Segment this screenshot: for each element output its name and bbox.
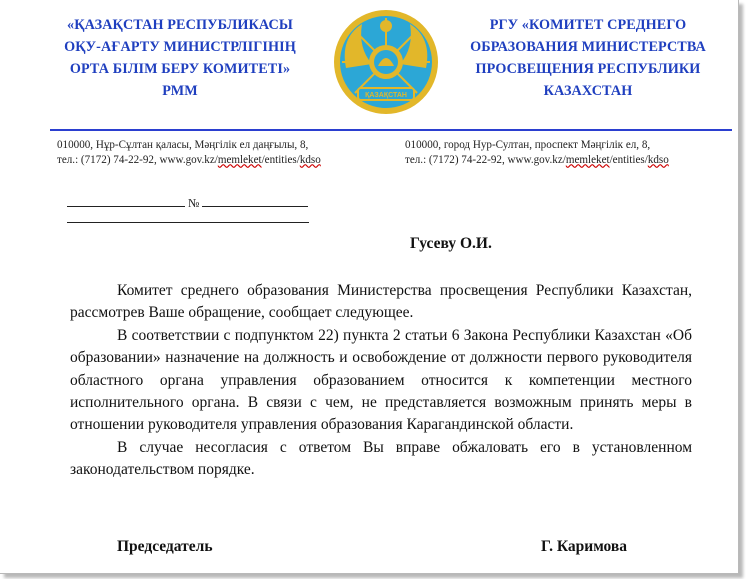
address-right-line2 xyxy=(405,153,669,168)
header-left-line: «ҚАЗАҚСТАН РЕСПУБЛИКАСЫ xyxy=(67,17,293,33)
number-sign: № xyxy=(188,196,200,210)
header-divider xyxy=(50,129,732,131)
body-paragraph: В случае несогласия с ответом Вы вправе обжаловать его в установленном законодательством порядке. xyxy=(70,438,692,479)
header-left-line: ОҚУ-АҒАРТУ МИНИСТРЛІГІНІҢ xyxy=(64,39,296,55)
addressee: Гусеву О.И. xyxy=(410,235,492,252)
body-paragraph: В соответствии с подпунктом 22) пункта 2 статьи 6 Закона Республики Казахстан «Об образовании» назначение на должность и освобождение от должности первого руководителя областного органа управления образованием относится к компетенции местного исполнительного органа. В связи с чем, не представляется возможным принять меры в отношении руководителя управления образования Карагандинской области. xyxy=(70,326,692,434)
emblem-label: ҚАЗАҚСТАН xyxy=(365,92,407,99)
signatory-title: Председатель xyxy=(117,538,213,555)
header-left-kazakh xyxy=(40,14,320,102)
signatory-name: Г. Каримова xyxy=(541,538,628,555)
header-right-russian xyxy=(448,14,728,102)
header-right-line: РГУ «КОМИТЕТ СРЕДНЕГО xyxy=(489,17,687,33)
address-phone-url: тел.: (7172) 74-22-92, www.gov.kz/ xyxy=(405,153,566,166)
url-part: kdso xyxy=(647,153,669,166)
header-right-line: ПРОСВЕЩЕНИЯ РЕСПУБЛИКИ xyxy=(475,61,701,77)
header-right-line: КАЗАХСТАН xyxy=(543,83,633,99)
header-right-line: ОБРАЗОВАНИЯ МИНИСТЕРСТВА xyxy=(470,39,706,55)
header-left-line: ОРТА БІЛІМ БЕРУ КОМИТЕТІ» xyxy=(69,61,291,77)
url-part: memleket xyxy=(565,153,610,166)
header-left-line: РММ xyxy=(162,83,198,99)
address-right-line1: 010000, город Нур-Султан, проспект Мәңгілік ел, 8, xyxy=(405,139,651,151)
registration-number-line xyxy=(67,196,308,211)
date-blank xyxy=(67,196,185,207)
address-right xyxy=(405,138,669,167)
address-phone-url: тел.: (7172) 74-22-92, www.gov.kz/ xyxy=(57,153,218,166)
address-left-line1: 010000, Нұр-Сұлтан қаласы, Мәңгілік ел даңғылы, 8, xyxy=(57,139,309,151)
number-blank xyxy=(202,196,308,207)
registration-second-line xyxy=(67,222,309,223)
url-part: memleket xyxy=(217,153,262,166)
url-part: /entities/ xyxy=(261,153,300,166)
url-part: kdso xyxy=(299,153,321,166)
state-emblem-icon xyxy=(332,8,440,116)
address-left xyxy=(57,138,321,167)
letter-body xyxy=(70,280,692,482)
body-paragraph: Комитет среднего образования Министерства просвещения Республики Казахстан, рассмотрев Ваше обращение, сообщает следующее. xyxy=(70,282,692,322)
url-part: /entities/ xyxy=(609,153,648,166)
address-left-line2 xyxy=(57,153,321,168)
